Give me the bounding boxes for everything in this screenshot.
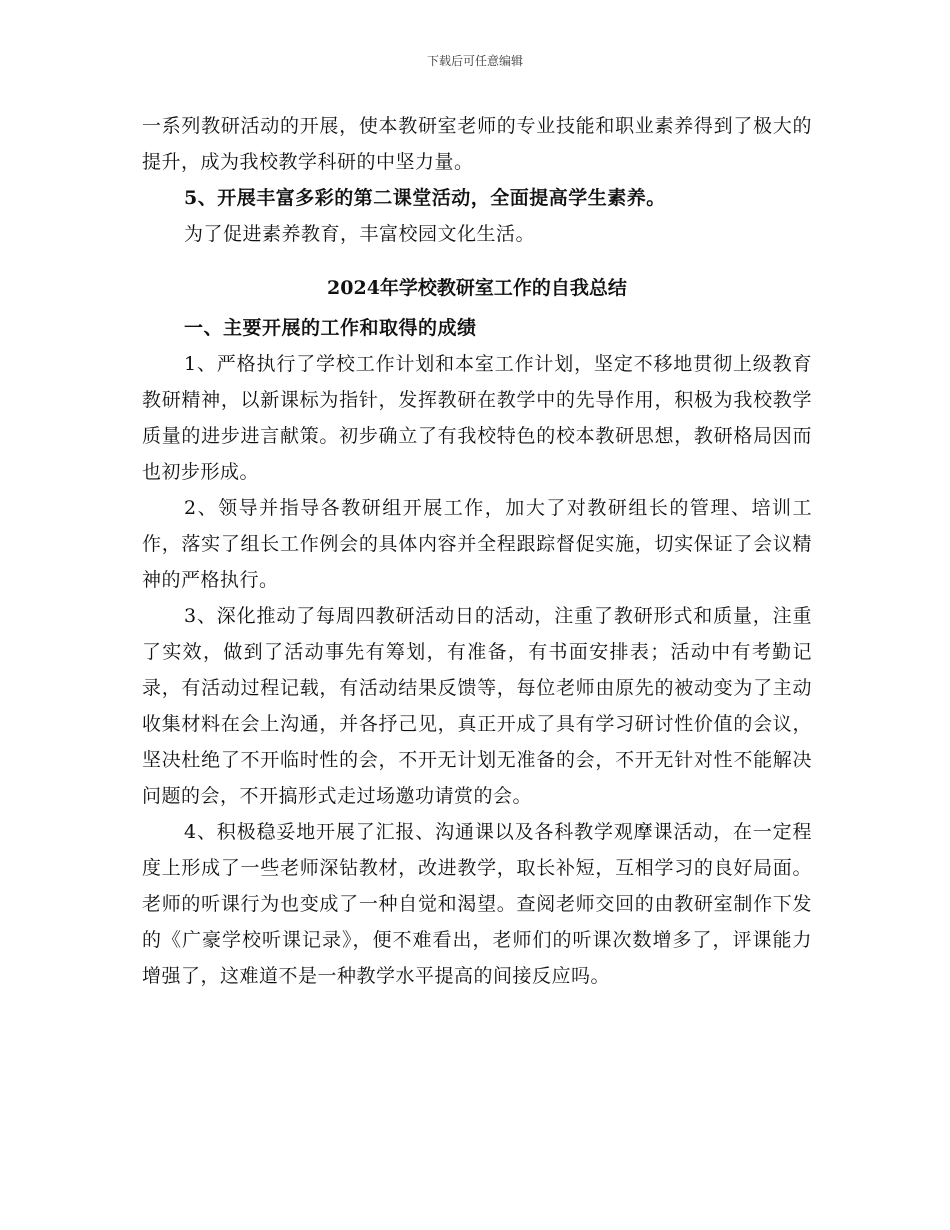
paragraph-continuation: 一系列教研活动的开展，使本教研室老师的专业技能和职业素养得到了极大的提升，成为我校教学科研的中坚力量。 (142, 115, 812, 173)
document-title: 2024年学校教研室工作的自我总结 (327, 277, 627, 299)
header-note: 下载后可任意编辑 (426, 54, 523, 68)
list-item-4: 4、积极稳妥地开展了汇报、沟通课以及各科教学观摩课活动，在一定程度上形成了一些老师深钻教材，改进教学，取长补短，互相学习的良好局面。老师的听课行为也变成了一种自觉和渴望。查阅老师交回的由教研室制作下发的《广豪学校听课记录》，便不难看出，老师们的听课次数增多了，评课能力增强了，这难道不是一种教学水平提高的间接反应吗。 (142, 821, 812, 987)
subheading-5: 5、开展丰富多彩的第二课堂活动，全面提高学生素养。 (184, 187, 666, 209)
list-item-2: 2、领导并指导各教研组开展工作，加大了对教研组长的管理、培训工作，落实了组长工作例会的具体内容并全程跟踪督促实施，切实保证了会议精神的严格执行。 (142, 497, 812, 591)
paragraph-5: 为了促进素养教育，丰富校园文化生活。 (184, 223, 536, 245)
list-item-3: 3、深化推动了每周四教研活动日的活动，注重了教研形式和质量，注重了实效，做到了活动事先有筹划，有准备，有书面安排表；活动中有考勤记录，有活动过程记载，有活动结果反馈等，每位老师由原先的被动变为了主动收集材料在会上沟通，并各抒己见，真正开成了具有学习研讨性价值的会议，坚决杜绝了不开临时性的会，不开无计划无准备的会，不开无针对性不能解决问题的会，不开搞形式走过场邀功请赏的会。 (142, 605, 812, 807)
document-body (142, 108, 812, 994)
section-heading-1: 一、主要开展的工作和取得的成绩 (184, 317, 477, 339)
list-item-1: 1、严格执行了学校工作计划和本室工作计划，坚定不移地贯彻上级教育教研精神，以新课标为指针，发挥教研在教学中的先导作用，积极为我校教学质量的进步进言献策。初步确立了有我校特色的校本教研思想，教研格局因而也初步形成。 (142, 353, 812, 483)
